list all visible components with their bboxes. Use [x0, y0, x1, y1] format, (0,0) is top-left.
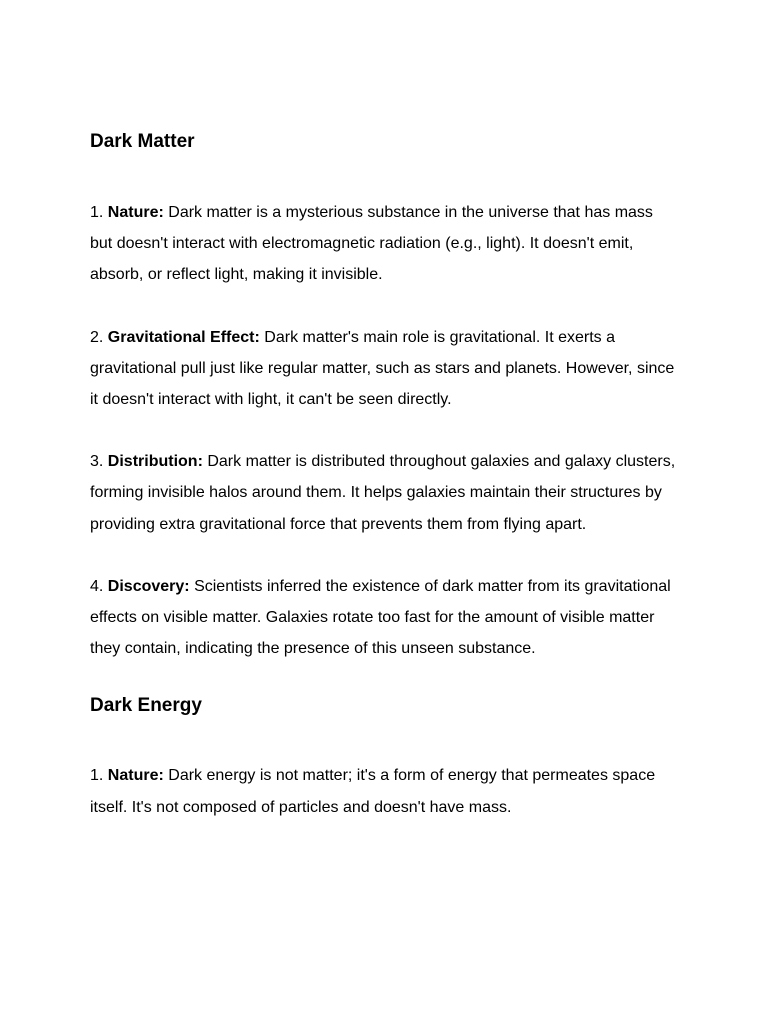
- list-item: [90, 197, 678, 291]
- section-heading-dark-energy: Dark Energy: [90, 695, 202, 717]
- item-term: Distribution:: [107, 453, 203, 471]
- item-number: 3.: [90, 453, 104, 471]
- list-item: [90, 760, 678, 822]
- item-term: Nature:: [107, 767, 164, 785]
- section-dark-energy: [90, 694, 678, 822]
- item-text: Scientists inferred the existence of dark matter from its gravitational effects on visible matter. Galaxies rotate too fast for the amount of visible matter they contain, indicating the presence of this unseen substance.: [90, 577, 671, 658]
- item-text: Dark energy is not matter; it's a form of energy that permeates space itself. It's not composed of particles and doesn't have mass.: [90, 767, 656, 816]
- item-term: Gravitational Effect:: [107, 328, 260, 346]
- item-number: 1.: [90, 204, 104, 221]
- section-dark-matter: [90, 0, 678, 664]
- item-term: Discovery:: [107, 577, 190, 595]
- item-number: 4.: [90, 577, 104, 595]
- item-text: Dark matter is distributed throughout galaxies and galaxy clusters, forming invisible halos around them. It helps galaxies maintain their structures by providing extra gravitational force that prevents them from flying apart.: [90, 453, 676, 533]
- item-text: Dark matter's main role is gravitational. It exerts a gravitational pull just like regular matter, such as stars and planets. However, since it doesn't interact with light, it can't be seen directly.: [90, 328, 675, 409]
- item-number: 1.: [90, 767, 104, 785]
- list-item: [90, 446, 678, 540]
- item-term: Nature:: [107, 204, 164, 221]
- item-number: 2.: [90, 328, 104, 346]
- list-item: [90, 322, 678, 416]
- section-heading-dark-matter: Dark Matter: [90, 131, 195, 152]
- list-item: [90, 571, 678, 665]
- item-text: Dark matter is a mysterious substance in the universe that has mass but doesn't interact with electromagnetic radiation (e.g., light). It doesn't emit, absorb, or reflect light, making it invisible.: [90, 204, 653, 284]
